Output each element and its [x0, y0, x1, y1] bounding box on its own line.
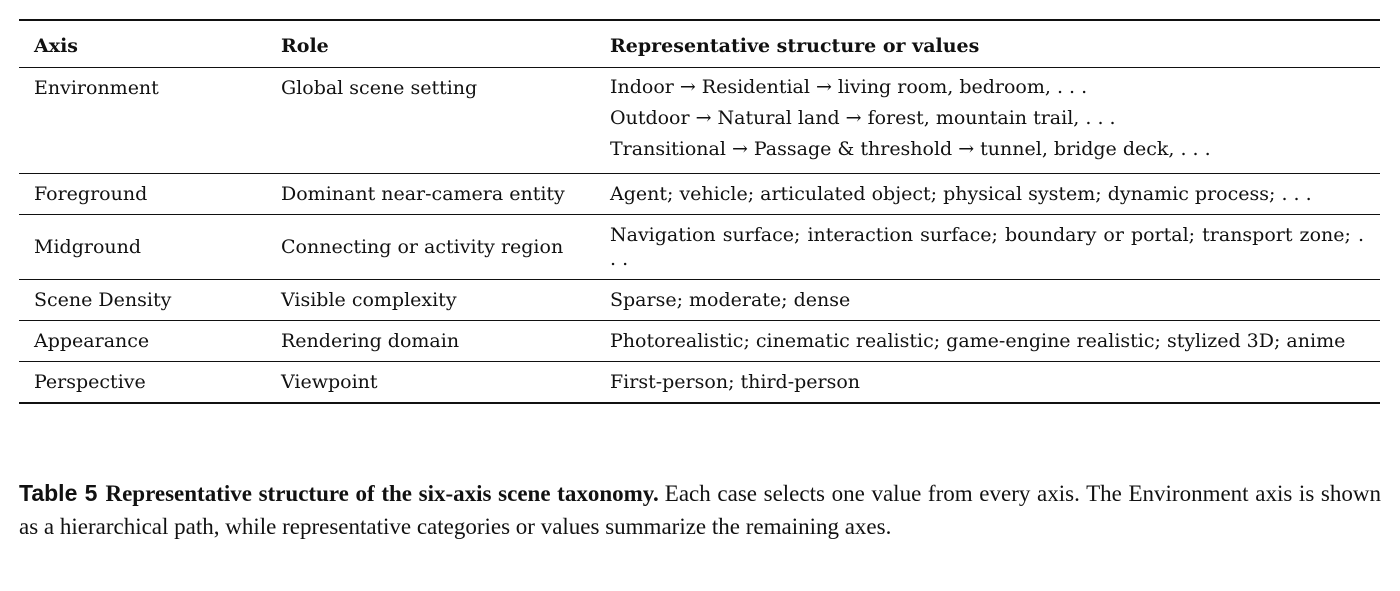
arrow-icon: →: [845, 107, 862, 129]
table-caption: [19, 477, 1381, 543]
role-cell: Rendering domain: [281, 330, 460, 352]
arrow-icon: →: [731, 138, 748, 160]
path-level1: Outdoor: [610, 107, 690, 129]
path-level1: Indoor: [610, 76, 674, 98]
path-examples: living room, bedroom, . . .: [837, 76, 1088, 98]
axis-cell: Perspective: [34, 371, 146, 393]
arrow-icon: →: [679, 76, 696, 98]
path-level2: Natural land: [717, 107, 840, 129]
environment-path-transitional: [610, 134, 1364, 165]
role-cell: Dominant near-camera entity: [281, 183, 565, 205]
table-row-midground: [19, 215, 1380, 280]
axis-cell: Foreground: [34, 183, 148, 205]
axis-cell: Appearance: [34, 330, 150, 352]
table-header-row: [19, 20, 1380, 68]
role-cell: Visible complexity: [281, 289, 457, 311]
role-cell: Connecting or activity region: [281, 236, 564, 258]
path-examples: forest, mountain trail, . . .: [867, 107, 1116, 129]
path-examples: tunnel, bridge deck, . . .: [980, 138, 1211, 160]
role-cell: Viewpoint: [281, 371, 378, 393]
values-cell: First-person; third-person: [610, 371, 861, 393]
caption-label: Table 5: [19, 480, 98, 506]
path-level2: Passage & threshold: [753, 138, 953, 160]
arrow-icon: →: [815, 76, 832, 98]
axis-cell: Scene Density: [34, 289, 172, 311]
path-level2: Residential: [701, 76, 810, 98]
header-values: Representative structure or values: [610, 34, 980, 57]
environment-path-outdoor: [610, 103, 1364, 134]
header-role: Role: [281, 34, 329, 57]
caption-title: Representative structure of the six-axis scene taxonomy.: [105, 481, 659, 506]
arrow-icon: →: [958, 138, 975, 160]
axis-cell: Midground: [34, 236, 142, 258]
arrow-icon: →: [695, 107, 712, 129]
axis-cell: Environment: [34, 77, 159, 99]
table-row-environment: [19, 68, 1380, 174]
role-cell: Global scene setting: [281, 77, 478, 99]
table-row-scene-density: [19, 280, 1380, 321]
values-cell: Agent; vehicle; articulated object; physical system; dynamic process; . . .: [610, 183, 1312, 205]
table-row-foreground: [19, 174, 1380, 215]
values-cell: Navigation surface; interaction surface; boundary or portal; transport zone; . . .: [610, 224, 1364, 270]
table-row-appearance: [19, 321, 1380, 362]
path-level1: Transitional: [610, 138, 726, 160]
header-axis: Axis: [34, 34, 78, 57]
table-row-perspective: [19, 362, 1380, 404]
values-cell: Photorealistic; cinematic realistic; game-engine realistic; stylized 3D; anime: [610, 330, 1346, 352]
values-cell: [595, 68, 1380, 174]
values-cell: Sparse; moderate; dense: [610, 289, 851, 311]
taxonomy-table: [19, 19, 1380, 404]
caption-body: Each case selects one value from every axis. The Environment axis is shown as a hierarchical path, while representative categories or values summarize the remaining axes.: [19, 481, 1381, 539]
environment-path-indoor: [610, 72, 1364, 103]
